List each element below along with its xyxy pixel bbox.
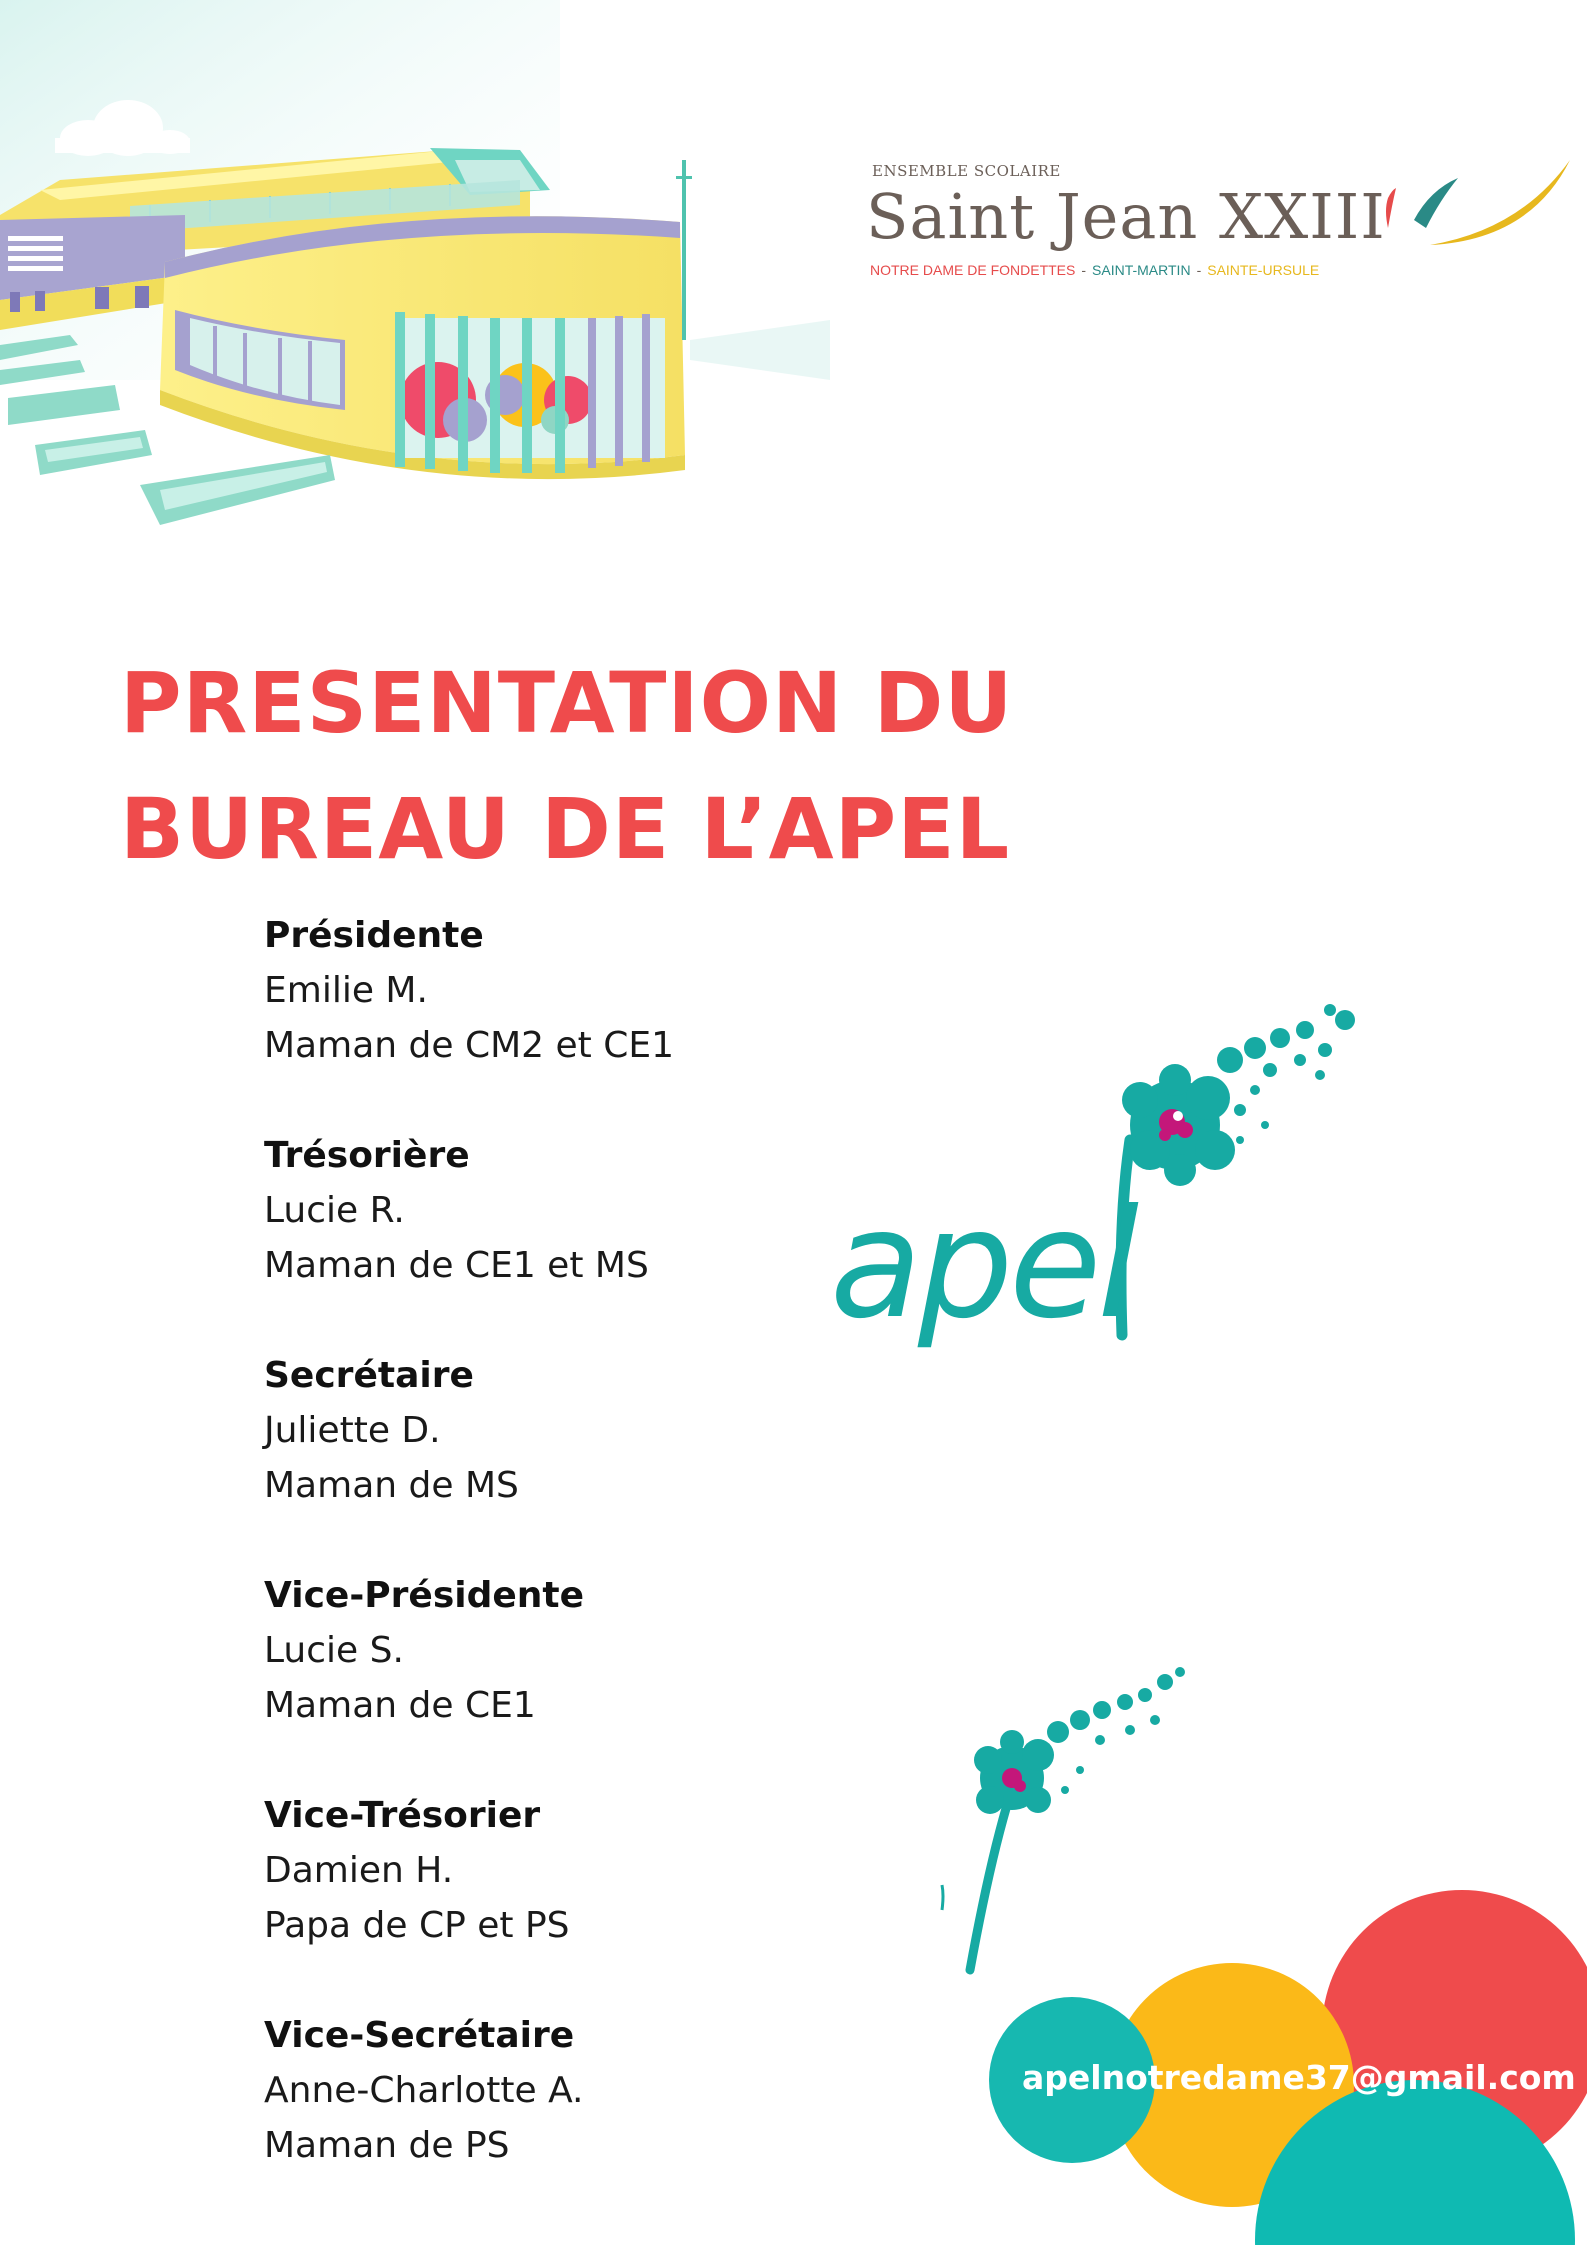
school-logo-subtitle: [870, 262, 1319, 278]
member-role: Secrétaire: [264, 1355, 474, 1396]
member-children: Maman de CE1 et MS: [264, 1245, 649, 1286]
member-role: Vice-Présidente: [264, 1575, 585, 1616]
member-name: Emilie M.: [264, 970, 428, 1011]
apel-logo-text: apel: [830, 1178, 1136, 1352]
member-role: Vice-Trésorier: [264, 1795, 541, 1836]
member-children: Papa de CP et PS: [264, 1905, 570, 1946]
member-children: Maman de CM2 et CE1: [264, 1025, 674, 1066]
school-name-notre-dame: NOTRE DAME DE FONDETTES: [870, 262, 1076, 278]
school-logo-small-text: ENSEMBLE SCOLAIRE: [872, 162, 1061, 180]
member-vice-presidente: [264, 1568, 904, 1733]
member-vice-secretaire: [264, 2008, 904, 2173]
contact-email[interactable]: apelnotredame37@gmail.com: [1022, 2058, 1576, 2097]
member-role: Vice-Secrétaire: [264, 2015, 575, 2056]
member-name: Damien H.: [264, 1850, 454, 1891]
member-children: Maman de PS: [264, 2125, 510, 2166]
school-building-illustration: [0, 0, 830, 540]
member-children: Maman de MS: [264, 1465, 519, 1506]
member-children: Maman de CE1: [264, 1685, 536, 1726]
title-line-2: BUREAU DE L’APEL: [120, 780, 1011, 878]
school-name-sainte-ursule: SAINTE-URSULE: [1207, 262, 1320, 278]
member-role: Trésorière: [264, 1135, 470, 1176]
page-title: [120, 640, 1120, 892]
school-name-saint-martin: SAINT-MARTIN: [1092, 262, 1191, 278]
member-role: Présidente: [264, 915, 484, 956]
member-name: Juliette D.: [264, 1410, 441, 1451]
school-logo: [860, 150, 1560, 290]
member-vice-tresorier: [264, 1788, 904, 1953]
separator: -: [1196, 262, 1202, 278]
member-name: Lucie S.: [264, 1630, 404, 1671]
logo-swoosh-icon: [1370, 150, 1570, 250]
separator: -: [1081, 262, 1087, 278]
member-name: Lucie R.: [264, 1190, 405, 1231]
title-line-1: PRESENTATION DU: [120, 654, 1014, 752]
school-logo-name: Saint Jean XXIII: [866, 180, 1386, 253]
apel-logo: [800, 990, 1380, 1390]
member-name: Anne-Charlotte A.: [264, 2070, 584, 2111]
